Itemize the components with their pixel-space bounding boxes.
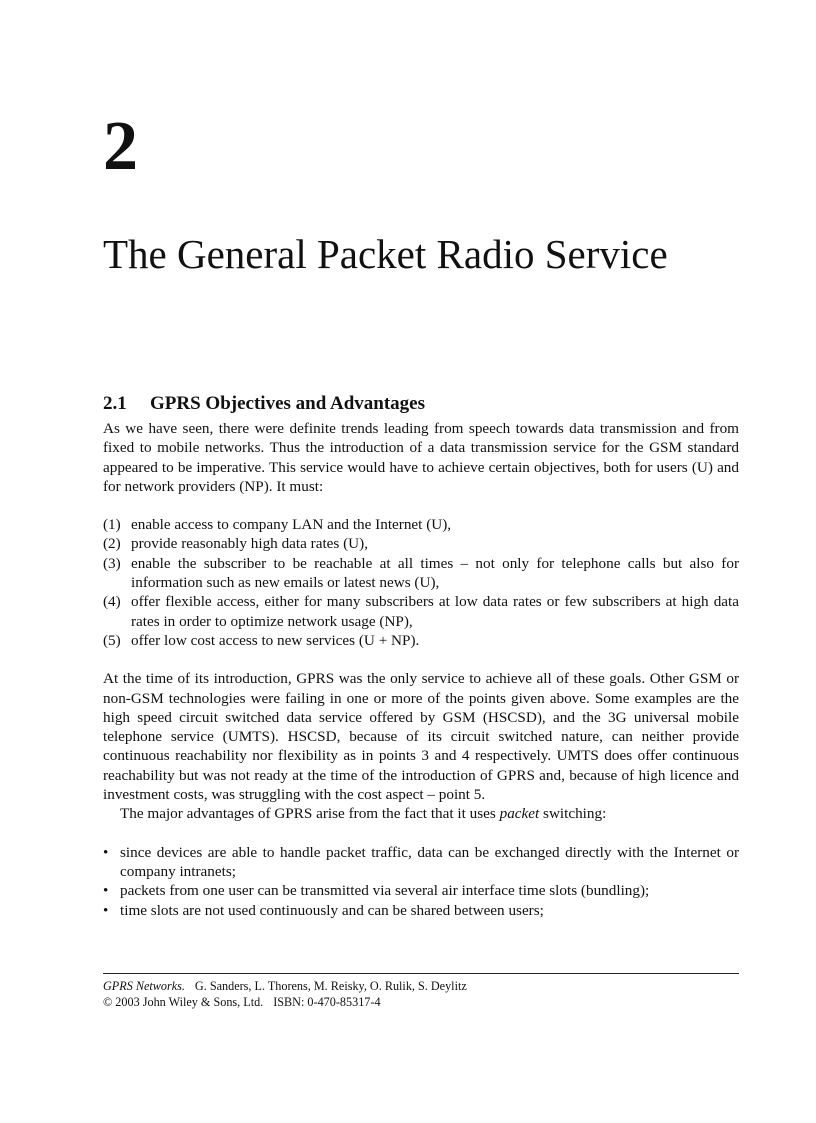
section-number: 2.1 (103, 393, 127, 414)
chapter-number: 2 (103, 108, 138, 185)
list-item (103, 881, 739, 900)
list-item-text: enable the subscriber to be reachable at all times – not only for telephone calls but also for information such as new emails or latest news (U), (131, 554, 739, 592)
page-footer (103, 973, 739, 1010)
list-item-text: packets from one user can be transmitted via several air interface time slots (bundling); (120, 882, 650, 900)
list-item-text: enable access to company LAN and the Internet (U), (131, 516, 452, 534)
section-heading (103, 393, 425, 415)
list-item (103, 534, 739, 553)
list-item-text: provide reasonably high data rates (U), (131, 535, 369, 553)
list-item (103, 554, 739, 593)
footer-copyright: © 2003 John Wiley & Sons, Ltd. (103, 995, 264, 1009)
footer-line-2 (103, 994, 739, 1010)
bullet-icon: • (103, 843, 109, 861)
list-marker: (5) (103, 631, 121, 649)
footer-line-1 (103, 978, 739, 994)
emphasis-packet: packet (499, 805, 540, 823)
list-item (103, 901, 739, 920)
objectives-list (103, 515, 739, 650)
list-marker: (3) (103, 554, 121, 572)
bullet-icon: • (103, 901, 109, 919)
footer-authors: G. Sanders, L. Thorens, M. Reisky, O. Rulik, S. Deylitz (194, 979, 467, 993)
list-marker: (1) (103, 516, 121, 534)
list-item-text: since devices are able to handle packet traffic, data can be exchanged directly with the Internet or company intranets; (120, 843, 739, 880)
list-marker: (4) (103, 593, 121, 611)
list-item (103, 515, 739, 534)
comparison-paragraph: At the time of its introduction, GPRS was the only service to achieve all of these goals. Other GSM or non-GSM technologies were failing in one or more of the points given above. Some examples are the high speed circuit switched data service offered by GSM (HSCSD), and the 3G universal mobile telephone service (UMTS). HSCSD, because of its circuit switched nature, can neither provide continuous reachability nor flexibility as in points 3 and 4 respectively. UMTS does offer continuous reachability but was not ready at the time of the introduction of GPRS and, because of high licence and investment costs, was struggling with the cost aspect – point 5. (103, 670, 739, 804)
advantages-intro-suffix: switching: (539, 805, 607, 823)
footer-isbn: ISBN: 0-470-85317-4 (273, 995, 381, 1009)
advantages-list (103, 843, 739, 920)
bullet-icon: • (103, 882, 109, 900)
list-item-text: time slots are not used continuously and can be shared between users; (120, 901, 544, 919)
body-text (103, 419, 739, 920)
chapter-title: The General Packet Radio Service (103, 231, 668, 277)
list-item (103, 631, 739, 650)
list-item (103, 592, 739, 631)
list-item-text: offer flexible access, either for many subscribers at low data rates or few subscribers at high data rates in order to optimize network usage (NP), (131, 593, 739, 630)
intro-paragraph: As we have seen, there were definite trends leading from speech towards data transmission and from fixed to mobile networks. Thus the introduction of a data transmission service for the GSM standard appeared to be imperative. This service would have to achieve certain objectives, both for users (U) and for network providers (NP). It must: (103, 420, 739, 495)
list-marker: (2) (103, 535, 121, 553)
list-item (103, 843, 739, 882)
section-title: GPRS Objectives and Advantages (150, 393, 425, 414)
advantages-intro (103, 804, 739, 823)
footer-book-title: GPRS Networks. (103, 979, 185, 993)
list-item-text: offer low cost access to new services (U + NP). (131, 631, 420, 649)
advantages-intro-text: The major advantages of GPRS arise from the fact that it uses (120, 805, 500, 823)
